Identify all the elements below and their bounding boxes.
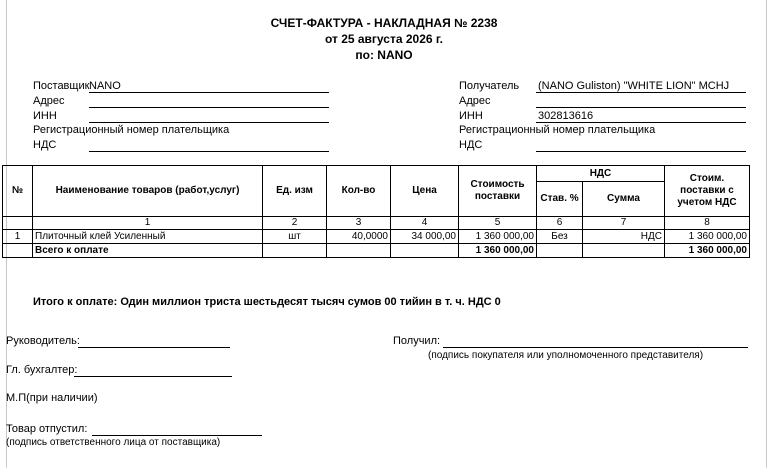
amount-in-words: Итого к оплате: Один миллион триста шестьдесят тысяч сумов 00 тийин в т. ч. НДС 0 [33, 296, 501, 308]
accountant-signature-line [74, 376, 232, 377]
received-label: Получил: [393, 335, 441, 347]
supplier-label: Поставщик [33, 80, 90, 92]
col-header-nds-group: НДС [537, 166, 665, 182]
released-signature-line [92, 435, 262, 436]
recipient-label: Получатель [459, 80, 520, 92]
col-number: 4 [391, 217, 459, 230]
row-cost: 1 360 000,00 [459, 230, 537, 244]
col-header-cost: Стоимость поставки [459, 166, 537, 217]
col-number: 6 [537, 217, 583, 230]
recipient-inn-label: ИНН [459, 110, 483, 122]
invoice-po: по: NANO [355, 48, 413, 62]
col-header-nds-sum: Сумма [583, 182, 665, 217]
col-number: 2 [263, 217, 327, 230]
received-signature-line [443, 347, 748, 348]
recipient-underline [536, 92, 746, 93]
col-header-unit: Ед. изм [263, 166, 327, 217]
col-number: 5 [459, 217, 537, 230]
recipient-nds-underline [536, 151, 746, 152]
col-number [3, 217, 33, 230]
invoice-table [2, 165, 750, 258]
total-cost: 1 360 000,00 [459, 244, 537, 258]
total-empty [3, 244, 33, 258]
director-signature-line [78, 347, 230, 348]
col-number: 1 [33, 217, 263, 230]
total-label: Всего к оплате [33, 244, 263, 258]
recipient-inn-underline [536, 122, 746, 123]
row-nds-rate: Без [537, 230, 583, 244]
total-empty [583, 244, 665, 258]
total-empty [263, 244, 327, 258]
invoice-date: от 25 августа 2026 г. [324, 32, 444, 46]
supplier-address-label: Адрес [33, 95, 65, 107]
supplier-reg-label: Регистрационный номер плательщика [33, 124, 230, 136]
total-sum: 1 360 000,00 [665, 244, 750, 258]
row-unit: шт [263, 230, 327, 244]
supplier-nds-underline [89, 151, 329, 152]
row-total: 1 360 000,00 [665, 230, 750, 244]
total-row [3, 244, 750, 258]
supplier-value: NANO [89, 80, 121, 92]
recipient-address-underline [536, 107, 746, 108]
recipient-inn-value: 302813616 [538, 110, 594, 122]
stamp-label: М.П(при наличии) [6, 392, 98, 404]
col-header-price: Цена [391, 166, 459, 217]
col-number: 7 [583, 217, 665, 230]
received-note: (подпись покупателя или уполномоченного представителя) [428, 350, 704, 361]
accountant-label: Гл. бухгалтер: [6, 364, 78, 376]
recipient-nds-label: НДС [459, 139, 483, 151]
director-label: Руководитель: [6, 335, 80, 347]
supplier-inn-label: ИНН [33, 110, 57, 122]
released-note: (подпись ответственного лица от поставщика) [6, 437, 221, 448]
recipient-address-label: Адрес [459, 95, 491, 107]
col-header-num: № [3, 166, 33, 217]
table-row [3, 230, 750, 244]
row-nds-sum: НДС [583, 230, 665, 244]
supplier-address-underline [89, 107, 329, 108]
supplier-underline [89, 92, 329, 93]
released-label: Товар отпустил: [6, 423, 88, 435]
row-qty: 40,0000 [327, 230, 391, 244]
total-empty [391, 244, 459, 258]
col-header-qty: Кол-во [327, 166, 391, 217]
total-empty [327, 244, 391, 258]
col-header-nds-rate: Став. % [537, 182, 583, 217]
total-empty [537, 244, 583, 258]
col-header-total: Стоим. поставки с учетом НДС [665, 166, 750, 217]
supplier-nds-label: НДС [33, 139, 57, 151]
row-num: 1 [3, 230, 33, 244]
recipient-reg-label: Регистрационный номер плательщика [459, 124, 656, 136]
col-number: 3 [327, 217, 391, 230]
row-price: 34 000,00 [391, 230, 459, 244]
col-header-name: Наименование товаров (работ,услуг) [33, 166, 263, 217]
right-margin-line [766, 0, 767, 468]
invoice-title: СЧЕТ-ФАКТУРА - НАКЛАДНАЯ № 2238 [270, 16, 498, 30]
supplier-inn-underline [89, 122, 329, 123]
row-name: Плиточный клей Усиленный [33, 230, 263, 244]
col-number: 8 [665, 217, 750, 230]
recipient-value: (NANO Guliston) "WHITE LION" MCHJ [538, 80, 730, 92]
